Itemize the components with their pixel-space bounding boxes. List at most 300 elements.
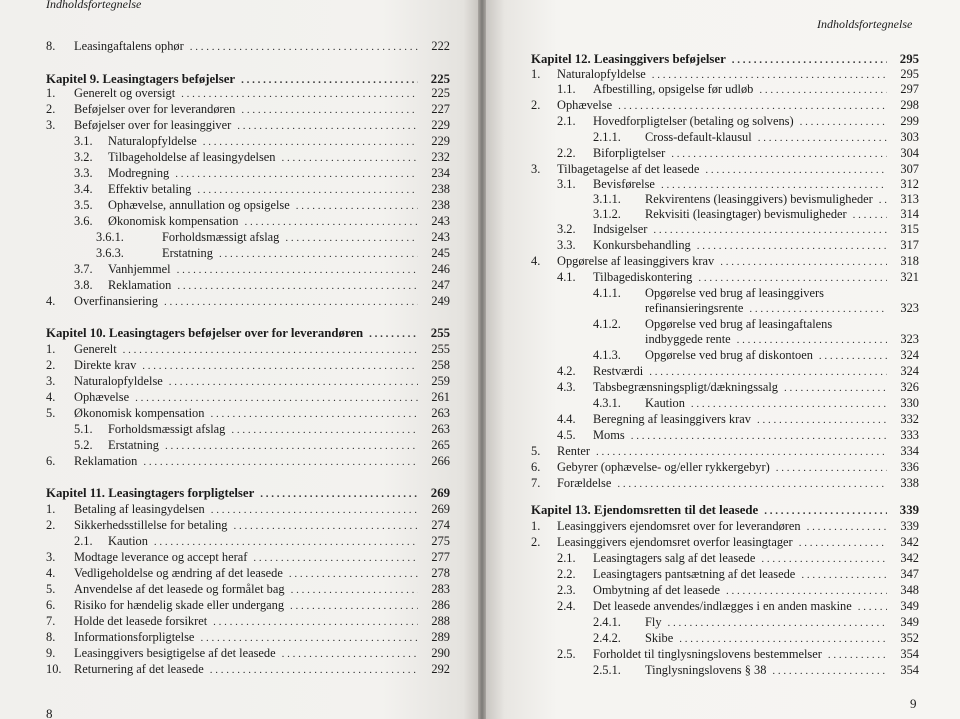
leader-dots — [190, 40, 418, 54]
toc-entry-number: 7. — [531, 476, 541, 490]
toc-entry — [46, 662, 450, 677]
leader-dots — [649, 365, 887, 379]
leader-dots — [757, 413, 887, 427]
toc-entry — [46, 422, 450, 437]
toc-entry-page: 258 — [431, 358, 450, 372]
toc-entry-title: Renter — [557, 444, 591, 458]
toc-entry-title: Holde det leasede forsikret — [74, 614, 208, 628]
toc-entry — [46, 294, 450, 309]
left-page — [0, 0, 478, 719]
toc-entry — [46, 230, 450, 245]
toc-entry-page: 318 — [900, 254, 919, 268]
leader-dots — [679, 632, 887, 646]
toc-entry-title: Beføjelser over for leverandøren — [74, 102, 236, 116]
toc-entry-title: Leasingtagers salg af det leasede — [593, 551, 756, 565]
leader-dots — [135, 391, 418, 405]
toc-entry-title: Kapitel 9. Leasingtagers beføjelser — [46, 72, 236, 86]
toc-entry-title: Naturalopfyldelse — [108, 134, 197, 148]
toc-entry-number: 3.6.3. — [96, 246, 124, 260]
toc-entry-page: 334 — [900, 444, 919, 458]
toc-entry-number: 3.1. — [557, 177, 576, 191]
toc-entry — [531, 146, 919, 161]
toc-entry-number: 6. — [531, 460, 541, 474]
toc-entry-number: 3.1. — [74, 134, 93, 148]
toc-entry — [531, 647, 919, 662]
toc-entry — [531, 82, 919, 97]
toc-entry-title: Naturalopfyldelse — [74, 374, 163, 388]
book-gutter — [478, 0, 486, 719]
toc-entry-page: 263 — [431, 422, 450, 436]
toc-entry — [46, 534, 450, 549]
leader-dots — [282, 647, 418, 661]
toc-entry-page: 295 — [900, 67, 919, 81]
toc-entry-number: 3.3. — [74, 166, 93, 180]
toc-entry-number: 4.2. — [557, 364, 576, 378]
toc-entry-page: 342 — [900, 551, 919, 565]
toc-entry-title: Bevisførelse — [593, 177, 655, 191]
toc-entry-title: Opgørelse ved brug af leasinggivers — [645, 286, 824, 300]
toc-entry-number: 4.1.1. — [593, 286, 621, 300]
toc-entry — [531, 67, 919, 82]
toc-entry-title: Leasingaftalens ophør — [74, 39, 184, 53]
toc-entry — [46, 614, 450, 629]
toc-entry-page: 349 — [900, 615, 919, 629]
leader-dots — [175, 167, 418, 181]
toc-entry-number: 8. — [46, 39, 56, 53]
toc-entry — [46, 262, 450, 277]
toc-entry-page: 352 — [900, 631, 919, 645]
toc-entry-number: 10. — [46, 662, 62, 676]
leader-dots — [219, 247, 418, 261]
toc-entry-title: Tabsbegrænsningspligt/dækningssalg — [593, 380, 778, 394]
toc-entry-number: 1. — [531, 67, 541, 81]
toc-entry-number: 3. — [46, 374, 56, 388]
toc-entry — [46, 342, 450, 357]
leader-dots — [698, 271, 887, 285]
leader-dots — [828, 648, 887, 662]
toc-chapter-heading — [46, 486, 450, 501]
toc-entry-title: Kaution — [645, 396, 685, 410]
toc-entry — [46, 182, 450, 197]
toc-entry — [46, 518, 450, 533]
toc-entry — [46, 278, 450, 293]
toc-entry-number: 2. — [46, 518, 56, 532]
toc-entry-number: 6. — [46, 598, 56, 612]
toc-entry-number: 3.1.1. — [593, 192, 621, 206]
toc-entry-title-line2: refinansieringsrente — [645, 301, 744, 315]
leader-dots — [290, 599, 418, 613]
toc-entry — [46, 358, 450, 373]
toc-entry-page: 338 — [900, 476, 919, 490]
toc-entry-page: 339 — [900, 519, 919, 533]
toc-entry-title: Risiko for hændelig skade eller undergang — [74, 598, 285, 612]
toc-entry-page: 312 — [900, 177, 919, 191]
leader-dots — [210, 663, 418, 677]
toc-entry-page: 336 — [900, 460, 919, 474]
toc-entry — [46, 630, 450, 645]
toc-entry-number: 1. — [46, 502, 56, 516]
leader-dots — [764, 504, 887, 518]
toc-entry — [46, 86, 450, 101]
toc-entry-number: 5.1. — [74, 422, 93, 436]
toc-entry — [531, 238, 919, 253]
toc-entry-number: 4. — [46, 390, 56, 404]
toc-entry-page: 286 — [431, 598, 450, 612]
toc-entry-title: Opgørelse af leasinggivers krav — [557, 254, 715, 268]
leader-dots — [749, 302, 887, 316]
leader-dots — [241, 73, 418, 87]
toc-entry-number: 1. — [46, 86, 56, 100]
toc-entry-number: 4. — [46, 294, 56, 308]
toc-entry — [531, 207, 919, 222]
leader-dots — [231, 423, 418, 437]
toc-entry-title: Indsigelser — [593, 222, 648, 236]
toc-entry — [531, 460, 919, 475]
toc-entry-number: 3.3. — [557, 238, 576, 252]
toc-entry — [531, 114, 919, 129]
leader-dots — [661, 178, 887, 192]
toc-entry-number: 2.4.1. — [593, 615, 621, 629]
toc-entry-page: 275 — [431, 534, 450, 548]
running-head: Indholdsfortegnelse — [46, 0, 142, 11]
leader-dots — [726, 584, 887, 598]
toc-entry-title: Generelt og oversigt — [74, 86, 176, 100]
toc-entry-page: 354 — [900, 647, 919, 661]
toc-entry-number: 1. — [46, 342, 56, 356]
toc-entry-number: 3. — [531, 162, 541, 176]
toc-entry — [531, 162, 919, 177]
toc-entry-number: 3. — [46, 550, 56, 564]
page-number: 9 — [910, 696, 917, 711]
toc-entry-number: 3.6. — [74, 214, 93, 228]
toc-entry-title: Ophævelse, annullation og opsigelse — [108, 198, 290, 212]
leader-dots — [181, 87, 418, 101]
toc-entry-number: 5. — [531, 444, 541, 458]
toc-entry-title: Vedligeholdelse og ændring af det leasede — [74, 566, 283, 580]
toc-entry — [46, 166, 450, 181]
toc-entry-page: 255 — [431, 342, 450, 356]
toc-entry-number: 3.1.2. — [593, 207, 621, 221]
toc-entry — [46, 102, 450, 117]
toc-entry-title: Fly — [645, 615, 662, 629]
toc-entry — [531, 428, 919, 443]
toc-entry-page: 354 — [900, 663, 919, 677]
toc-entry — [46, 598, 450, 613]
toc-entry-page: 263 — [431, 406, 450, 420]
toc-entry-title: Leasingtagers pantsætning af det leasede — [593, 567, 796, 581]
toc-entry — [46, 374, 450, 389]
toc-entry-title: Gebyrer (ophævelse- og/eller rykkergebyr) — [557, 460, 770, 474]
leader-dots — [652, 68, 887, 82]
toc-entry-title: Forholdsmæssigt afslag — [108, 422, 226, 436]
toc-entry-number: 8. — [46, 630, 56, 644]
toc-entry-title: Forældelse — [557, 476, 612, 490]
toc-entry — [531, 98, 919, 113]
leader-dots — [758, 131, 887, 145]
toc-entry-title: Leasinggivers ejendomsret overfor leasingtager — [557, 535, 793, 549]
toc-entry-title: Leasinggivers ejendomsret over for leverandøren — [557, 519, 801, 533]
leader-dots — [784, 381, 887, 395]
toc-entry-page: 229 — [431, 134, 450, 148]
toc-entry — [46, 502, 450, 517]
toc-entry-page: 347 — [900, 567, 919, 581]
toc-entry-number: 2. — [531, 98, 541, 112]
toc-chapter-heading — [531, 52, 919, 67]
toc-entry-number: 4.1. — [557, 270, 576, 284]
toc-entry-number: 3.4. — [74, 182, 93, 196]
toc-entry-page: 313 — [900, 192, 919, 206]
toc-entry-title: Modregning — [108, 166, 170, 180]
toc-entry-page: 249 — [431, 294, 450, 308]
toc-entry-title: Kaution — [108, 534, 148, 548]
leader-dots — [213, 615, 418, 629]
toc-entry — [531, 192, 919, 207]
leader-dots — [200, 631, 418, 645]
toc-entry-title: Tilbagediskontering — [593, 270, 693, 284]
toc-entry — [531, 615, 919, 630]
toc-entry-number: 1. — [531, 519, 541, 533]
leader-dots — [210, 407, 418, 421]
toc-entry-page: 330 — [900, 396, 919, 410]
toc-entry-page: 225 — [431, 86, 450, 100]
leader-dots — [233, 519, 418, 533]
leader-dots — [253, 551, 418, 565]
toc-entry-number: 3.2. — [557, 222, 576, 236]
leader-dots — [165, 439, 418, 453]
toc-entry-title: Kapitel 10. Leasingtagers beføjelser over for leverandøren — [46, 326, 364, 340]
toc-entry — [531, 412, 919, 427]
toc-entry-title: Økonomisk kompensation — [74, 406, 205, 420]
leader-dots — [737, 333, 887, 347]
toc-entry-page: 321 — [900, 270, 919, 284]
leader-dots — [143, 455, 418, 469]
toc-entry-page: 229 — [431, 118, 450, 132]
toc-entry-page: 245 — [431, 246, 450, 260]
toc-entry-number: 2. — [46, 358, 56, 372]
toc-entry-title: Reklamation — [108, 278, 172, 292]
toc-entry-page: 234 — [431, 166, 450, 180]
leader-dots — [169, 375, 418, 389]
toc-entry-title: Kapitel 12. Leasinggivers beføjelser — [531, 52, 726, 66]
toc-entry-page: 277 — [431, 550, 450, 564]
leader-dots — [705, 163, 887, 177]
toc-entry — [46, 150, 450, 165]
toc-entry-title: Moms — [593, 428, 625, 442]
toc-entry-page: 246 — [431, 262, 450, 276]
toc-entry-title: Ombytning af det leasede — [593, 583, 720, 597]
toc-entry-number: 5.2. — [74, 438, 93, 452]
toc-entry — [46, 582, 450, 597]
toc-entry-title: Kapitel 13. Ejendomsretten til det leasede — [531, 503, 759, 517]
toc-entry — [531, 348, 919, 363]
toc-entry-page: 232 — [431, 150, 450, 164]
toc-chapter-heading — [531, 503, 919, 518]
leader-dots — [671, 147, 887, 161]
toc-entry-title: Leasinggivers besigtigelse af det leasede — [74, 646, 276, 660]
toc-entry-title: Restværdi — [593, 364, 644, 378]
toc-entry-page: 289 — [431, 630, 450, 644]
toc-entry-number: 2. — [531, 535, 541, 549]
toc-entry-title: Sikkerhedsstillelse for betaling — [74, 518, 228, 532]
toc-entry-page: 324 — [900, 348, 919, 362]
toc-entry-page: 315 — [900, 222, 919, 236]
leader-dots — [807, 520, 887, 534]
toc-entry-page: 333 — [900, 428, 919, 442]
toc-entry-title: Konkursbehandling — [593, 238, 691, 252]
leader-dots — [237, 119, 418, 133]
toc-entry-title-line2: indbyggede rente — [645, 332, 731, 346]
toc-entry-page: 283 — [431, 582, 450, 596]
leader-dots — [281, 151, 418, 165]
toc-entry — [531, 583, 919, 598]
toc-entry-page: 292 — [431, 662, 450, 676]
leader-dots — [853, 208, 887, 222]
toc-entry-title: Forholdsmæssigt afslag — [162, 230, 280, 244]
running-head: Indholdsfortegnelse — [817, 17, 913, 31]
toc-entry-title: Rekvirentens (leasinggivers) bevismuligheder — [645, 192, 873, 206]
toc-entry-title: Skibe — [645, 631, 674, 645]
toc-entry-title: Beføjelser over for leasinggiver — [74, 118, 232, 132]
toc-entry — [46, 566, 450, 581]
toc-entry-title: Opgørelse ved brug af leasingaftalens — [645, 317, 833, 331]
toc-entry-page: 261 — [431, 390, 450, 404]
leader-dots — [691, 397, 887, 411]
toc-entry-title: Direkte krav — [74, 358, 137, 372]
toc-entry — [46, 198, 450, 213]
toc-entry-title: Betaling af leasingydelsen — [74, 502, 205, 516]
toc-entry — [46, 134, 450, 149]
leader-dots — [203, 135, 418, 149]
toc-entry-title: Returnering af det leasede — [74, 662, 204, 676]
toc-entry-number: 5. — [46, 582, 56, 596]
toc-entry-page: 304 — [900, 146, 919, 160]
toc-entry-number: 4.4. — [557, 412, 576, 426]
toc-entry-number: 4.1.2. — [593, 317, 621, 331]
toc-entry-title: Tilbagetagelse af det leasede — [557, 162, 700, 176]
toc-entry-page: 317 — [900, 238, 919, 252]
toc-entry-page: 297 — [900, 82, 919, 96]
toc-entry — [531, 364, 919, 379]
toc-entry-number: 2.2. — [557, 567, 576, 581]
toc-entry-title: Anvendelse af det leasede og formålet bag — [74, 582, 285, 596]
toc-entry-page: 307 — [900, 162, 919, 176]
toc-entry — [531, 222, 919, 237]
toc-entry-number: 5. — [46, 406, 56, 420]
toc-entry — [531, 254, 919, 269]
toc-entry-number: 2.3. — [557, 583, 576, 597]
right-page — [486, 0, 960, 719]
toc-entry-page: 238 — [431, 198, 450, 212]
toc-entry-page: 288 — [431, 614, 450, 628]
leader-dots — [197, 183, 418, 197]
toc-entry-title: Ophævelse — [74, 390, 130, 404]
toc-entry-page: 222 — [431, 39, 450, 53]
toc-entry-number: 2.1. — [74, 534, 93, 548]
toc-entry-page: 298 — [900, 98, 919, 112]
leader-dots — [211, 503, 418, 517]
toc-entry-page: 299 — [900, 114, 919, 128]
leader-dots — [799, 536, 887, 550]
toc-entry-page: 295 — [899, 52, 919, 66]
toc-entry-number: 3.2. — [74, 150, 93, 164]
toc-entry-number: 2.5.1. — [593, 663, 621, 677]
toc-entry-number: 4. — [531, 254, 541, 268]
leader-dots — [617, 477, 887, 491]
toc-entry-number: 3.8. — [74, 278, 93, 292]
toc-entry-title: Overfinansiering — [74, 294, 158, 308]
toc-entry-number: 2.5. — [557, 647, 576, 661]
leader-dots — [776, 461, 887, 475]
toc-entry — [531, 396, 919, 411]
leader-dots — [819, 349, 887, 363]
leader-dots — [177, 263, 418, 277]
toc-entry-title: Rekvisiti (leasingtager) bevismuligheder — [645, 207, 847, 221]
toc-entry — [531, 599, 919, 614]
toc-entry-page: 314 — [900, 207, 919, 221]
toc-entry-page: 225 — [430, 72, 450, 86]
toc-entry — [46, 246, 450, 261]
toc-entry-title: Erstatning — [108, 438, 159, 452]
toc-entry-continuation — [531, 332, 919, 347]
toc-entry — [531, 286, 919, 301]
leader-dots — [369, 327, 418, 341]
toc-entry-number: 3. — [46, 118, 56, 132]
toc-entry — [46, 406, 450, 421]
toc-entry — [531, 177, 919, 192]
toc-entry-number: 4.1.3. — [593, 348, 621, 362]
toc-entry-number: 2.1.1. — [593, 130, 621, 144]
toc-entry-title: Reklamation — [74, 454, 138, 468]
leader-dots — [164, 295, 418, 309]
toc-entry-title: Hovedforpligtelser (betaling og solvens) — [593, 114, 794, 128]
toc-entry-title: Modtage leverance og accept heraf — [74, 550, 248, 564]
toc-entry-number: 3.5. — [74, 198, 93, 212]
toc-entry-page: 326 — [900, 380, 919, 394]
leader-dots — [801, 568, 887, 582]
toc-entry — [46, 214, 450, 229]
toc-entry-number: 3.7. — [74, 262, 93, 276]
leader-dots — [761, 552, 887, 566]
toc-entry — [531, 130, 919, 145]
toc-entry — [531, 663, 919, 678]
leader-dots — [772, 664, 887, 678]
toc-entry-title: Ophævelse — [557, 98, 613, 112]
toc-entry-title: Naturalopfyldelse — [557, 67, 646, 81]
toc-entry — [531, 270, 919, 285]
toc-entry-title: Informationsforpligtelse — [74, 630, 195, 644]
toc-entry-title: Effektiv betaling — [108, 182, 192, 196]
leader-dots — [296, 199, 418, 213]
toc-entry-title: Vanhjemmel — [108, 262, 171, 276]
toc-entry — [531, 317, 919, 332]
leader-dots — [858, 600, 887, 614]
toc-entry-page: 238 — [431, 182, 450, 196]
toc-entry-page: 324 — [900, 364, 919, 378]
leader-dots — [879, 193, 887, 207]
toc-entry-page: 259 — [431, 374, 450, 388]
toc-entry-page: 266 — [431, 454, 450, 468]
leader-dots — [142, 359, 418, 373]
leader-dots — [720, 255, 887, 269]
toc-entry-page: 265 — [431, 438, 450, 452]
toc-entry-page: 342 — [900, 535, 919, 549]
leader-dots — [668, 616, 887, 630]
toc-entry — [46, 390, 450, 405]
leader-dots — [800, 115, 887, 129]
toc-entry — [531, 631, 919, 646]
leader-dots — [291, 583, 418, 597]
toc-entry-title: Forholdet til tinglysningslovens bestemmelser — [593, 647, 822, 661]
